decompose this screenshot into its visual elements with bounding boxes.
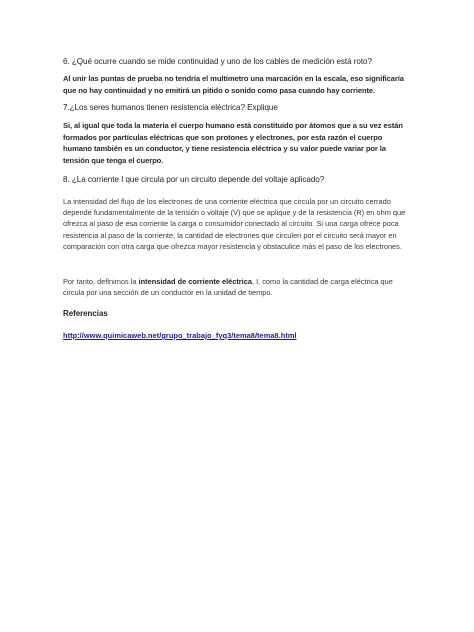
definition-rest: , I, como la cantidad de carga eléctrica que circula por una sección de un conductor en la unidad de tiempo. bbox=[63, 277, 393, 298]
paragraph-current-intensity: La intensidad del flujo de los electrones de una corriente eléctrica que circula por un circuito cerrado depende fundamentalmente de la tensión o voltaje (V) que se aplique y de la resistencia (R) en ohm que ofrezca al paso de esa corriente la carga o consumidor conectado al circuito. Si una carga ofrece poca resistencia al paso de la corriente, la cantidad de electrones que circulen por el circuito será mayor en comparación con otra carga que ofrezca mayor resistencia y obstaculice más el paso de los electrones. bbox=[63, 197, 406, 251]
question-7: 7.¿Los seres humanos tienen resistencia eléctrica? Explique bbox=[63, 103, 278, 112]
question-6: 6. ¿Qué ocurre cuando se mide continuidad y uno de los cables de medición está roto? bbox=[63, 57, 372, 66]
answer-7: Si, al igual que toda la materia el cuerpo humano está constituido por átomos que a su vez están formados por partículas eléctricas que son protones y electrones, por esta razón el cuerpo humano también es un conductor, y tiene resistencia eléctrica y su valor puede variar por la tensión que tenga el cuerpo. bbox=[63, 121, 403, 165]
definition-intro: Por tanto, definimos la bbox=[63, 277, 139, 286]
answer-6: Al unir las puntas de prueba no tendría el multímetro una marcación en la escala, eso significaría que no hay continuidad y no emitirá un pitido o sonido como pasa cuando hay corriente. bbox=[63, 74, 404, 95]
reference-link[interactable]: http://www.quimicaweb.net/grupo_trabajo_fyq3/tema8/tema8.html bbox=[63, 331, 297, 340]
references-heading: Referencias bbox=[63, 309, 108, 318]
definition-term: intensidad de corriente eléctrica bbox=[138, 277, 252, 286]
question-8: 8. ¿La corriente I que circula por un circuito depende del voltaje aplicado? bbox=[63, 175, 325, 184]
paragraph-definition bbox=[63, 276, 413, 298]
